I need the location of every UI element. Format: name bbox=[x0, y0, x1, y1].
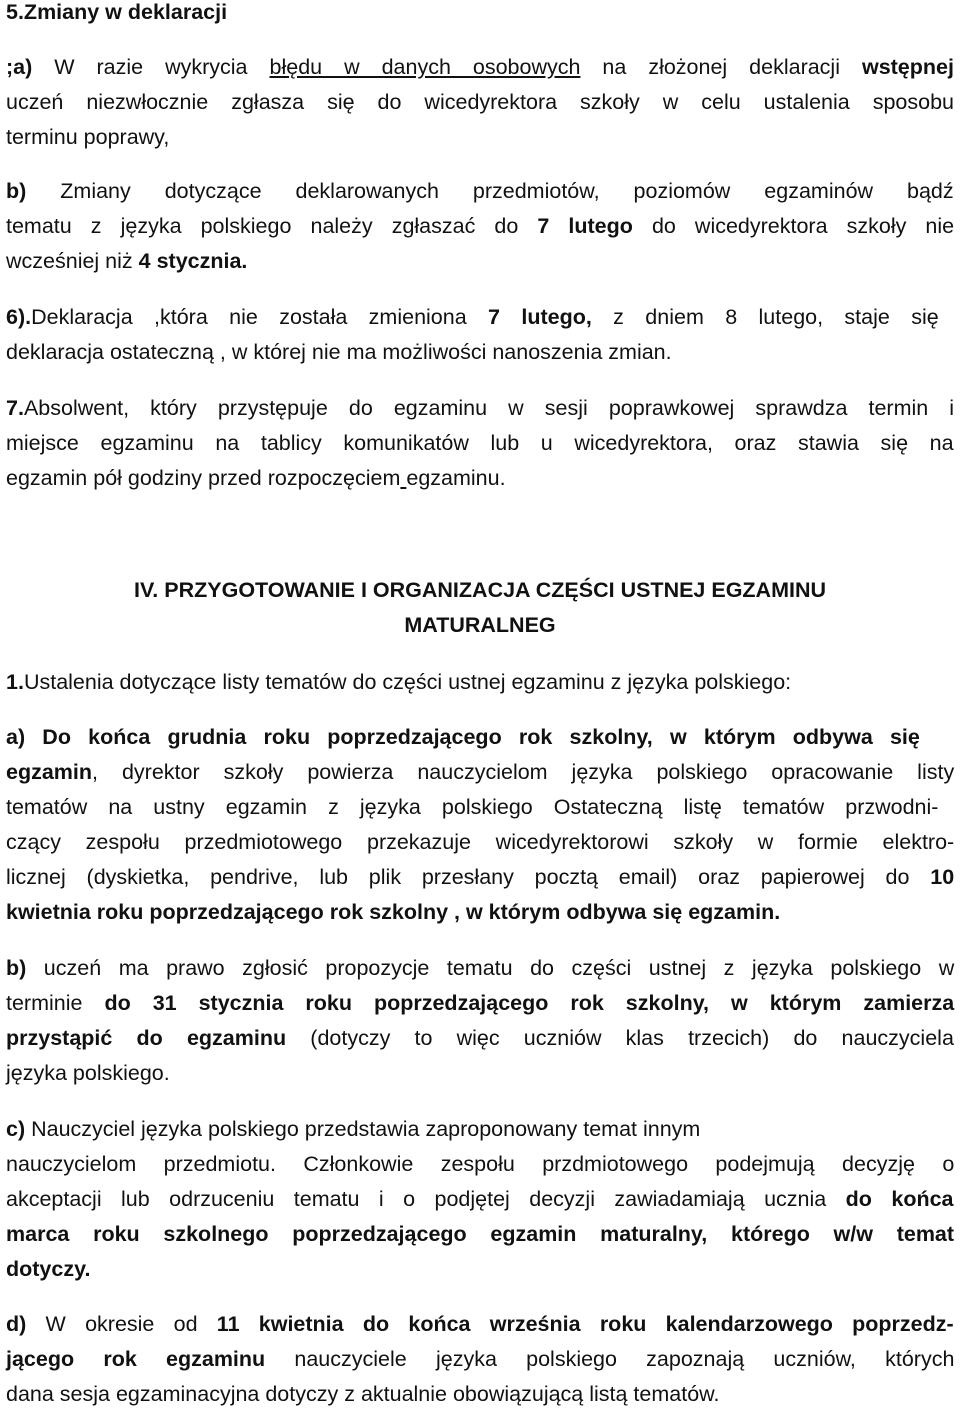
text-run: do 31 stycznia roku poprzedzającego rok szkolny, w którym zamierza bbox=[104, 991, 955, 1015]
paragraph-line bbox=[6, 897, 780, 927]
text-run: (dotyczy to więc uczniów klas trzecich) do nauczyciela bbox=[286, 1026, 954, 1050]
text-run: miejsce egzaminu na tablicy komunikatów lub u wicedyrektora, oraz stawia się na bbox=[6, 431, 954, 455]
paragraph-line bbox=[6, 337, 672, 367]
paragraph-line bbox=[6, 1058, 170, 1088]
paragraph-line bbox=[6, 722, 920, 752]
paragraph-line bbox=[6, 52, 954, 82]
text-run: MATURALNEG bbox=[404, 613, 556, 637]
text-run: , dyrektor szkoły powierza nauczycielom języka polskiego opracowanie listy bbox=[92, 760, 955, 784]
text-run: egzamin pół godziny przed rozpoczęciem bbox=[6, 466, 401, 490]
paragraph-line bbox=[6, 87, 954, 117]
text-run: marca roku szkolnego poprzedzającego egzamin maturalny, którego w/w temat bbox=[6, 1222, 955, 1246]
paragraph-line bbox=[6, 1344, 954, 1374]
paragraph-line bbox=[6, 1114, 700, 1144]
text-run: b) bbox=[6, 179, 27, 203]
section-heading bbox=[6, 0, 227, 27]
paragraph-line bbox=[6, 246, 247, 276]
paragraph-line bbox=[6, 862, 954, 892]
text-run: a) Do końca grudnia roku poprzedzającego rok szkolny, w którym odbywa się bbox=[6, 725, 920, 749]
text-run: egzaminu. bbox=[406, 466, 506, 490]
text-run: z dniem 8 lutego, staje się bbox=[591, 305, 939, 329]
text-run: akceptacji lub odrzuceniu tematu i o podjętej decyzji zawiadamiają ucznia bbox=[6, 1187, 846, 1211]
text-run: W razie wykrycia bbox=[32, 55, 270, 79]
text-run: 6). bbox=[6, 305, 32, 329]
text-run: Absolwent, który przystępuje do egzaminu w sesji poprawkowej sprawdza termin i bbox=[23, 396, 955, 420]
paragraph-line bbox=[6, 667, 791, 697]
text-run: b) bbox=[6, 956, 27, 980]
text-run: ;a) bbox=[6, 55, 33, 79]
text-run: Deklaracja ,która nie została zmieniona bbox=[31, 305, 489, 329]
text-run: 7 lutego, bbox=[488, 305, 592, 329]
text-run: wcześniej niż bbox=[6, 249, 139, 273]
paragraph-line bbox=[6, 1254, 90, 1284]
paragraph-line bbox=[6, 211, 954, 241]
text-run: czący zespołu przedmiotowego przekazuje wicedyrektorowi szkoły w formie elektro- bbox=[6, 830, 955, 854]
paragraph-line bbox=[6, 757, 954, 787]
text-run: dotyczy. bbox=[6, 1257, 91, 1281]
chapter-heading bbox=[0, 610, 960, 640]
text-run: na złożonej deklaracji bbox=[580, 55, 862, 79]
paragraph-line bbox=[6, 463, 506, 493]
paragraph-line bbox=[6, 1309, 954, 1339]
paragraph-line bbox=[6, 122, 169, 152]
text-run: 1. bbox=[6, 670, 24, 694]
text-run: do wicedyrektora szkoły nie bbox=[632, 214, 955, 238]
text-run: Nauczyciel języka polskiego przedstawia zaproponowany temat innym bbox=[25, 1117, 701, 1141]
text-run: jącego rok egzaminu bbox=[6, 1347, 266, 1371]
text-run: błędu w danych osobowych bbox=[269, 55, 581, 79]
text-run: licznej (dyskietka, pendrive, lub plik przesłany pocztą email) oraz papierowej do bbox=[6, 865, 931, 889]
text-run: 5.Zmiany w deklaracji bbox=[6, 0, 228, 24]
text-run: terminu poprawy, bbox=[6, 125, 170, 149]
paragraph-line bbox=[6, 428, 954, 458]
text-run: 10 bbox=[930, 865, 955, 889]
text-run: 4 stycznia. bbox=[138, 249, 248, 273]
paragraph-line bbox=[6, 988, 954, 1018]
paragraph-line bbox=[6, 1149, 954, 1179]
text-run: c) bbox=[6, 1117, 26, 1141]
text-run: nauczyciele języka polskiego zapoznają uczniów, których bbox=[265, 1347, 955, 1371]
text-run: nauczycielom przedmiotu. Członkowie zespołu przdmiotowego podejmują decyzję o bbox=[6, 1152, 955, 1176]
text-run: 11 kwietnia do końca września roku kalendarzowego poprzedz- bbox=[216, 1312, 954, 1336]
text-run: Zmiany dotyczące deklarowanych przedmiotów, poziomów egzaminów bądź bbox=[26, 179, 954, 203]
text-run: deklaracja ostateczną , w której nie ma możliwości nanoszenia zmian. bbox=[6, 340, 672, 364]
text-run: 7 lutego bbox=[537, 214, 633, 238]
text-run: d) bbox=[6, 1312, 27, 1336]
paragraph-line bbox=[6, 792, 938, 822]
text-run: W okresie od bbox=[26, 1312, 217, 1336]
chapter-heading bbox=[0, 575, 960, 605]
text-run: kwietnia roku poprzedzającego rok szkolny , w którym odbywa się egzamin. bbox=[6, 900, 781, 924]
text-run: uczeń niezwłocznie zgłasza się do wicedyrektora szkoły w celu ustalenia sposobu bbox=[6, 90, 954, 114]
paragraph-line bbox=[6, 176, 954, 206]
text-run: 7. bbox=[6, 396, 24, 420]
paragraph-line bbox=[6, 1379, 719, 1409]
text-run: Ustalenia dotyczące listy tematów do części ustnej egzaminu z języka polskiego: bbox=[23, 670, 792, 694]
text-run: egzamin bbox=[6, 760, 93, 784]
text-run: tematów na ustny egzamin z języka polskiego Ostateczną listę tematów przwodni- bbox=[6, 795, 939, 819]
text-run: tematu z języka polskiego należy zgłaszać do bbox=[6, 214, 538, 238]
paragraph-line bbox=[6, 827, 954, 857]
text-run: wstępnej bbox=[861, 55, 954, 79]
paragraph-line bbox=[6, 1184, 954, 1214]
paragraph-line bbox=[6, 393, 954, 423]
text-run: uczeń ma prawo zgłosić propozycje tematu do części ustnej z języka polskiego w bbox=[26, 956, 955, 980]
paragraph-line bbox=[6, 953, 954, 983]
text-run: terminie bbox=[6, 991, 105, 1015]
text-run: przystąpić do egzaminu bbox=[6, 1026, 287, 1050]
paragraph-line bbox=[6, 1219, 954, 1249]
paragraph-line bbox=[6, 1023, 954, 1053]
paragraph-line bbox=[6, 302, 939, 332]
text-run: języka polskiego. bbox=[6, 1061, 170, 1085]
text-run: do końca bbox=[845, 1187, 954, 1211]
text-run: dana sesja egzaminacyjna dotyczy z aktualnie obowiązującą listą tematów. bbox=[6, 1382, 720, 1406]
text-run: IV. PRZYGOTOWANIE I ORGANIZACJA CZĘŚCI USTNEJ EGZAMINU bbox=[133, 578, 827, 602]
